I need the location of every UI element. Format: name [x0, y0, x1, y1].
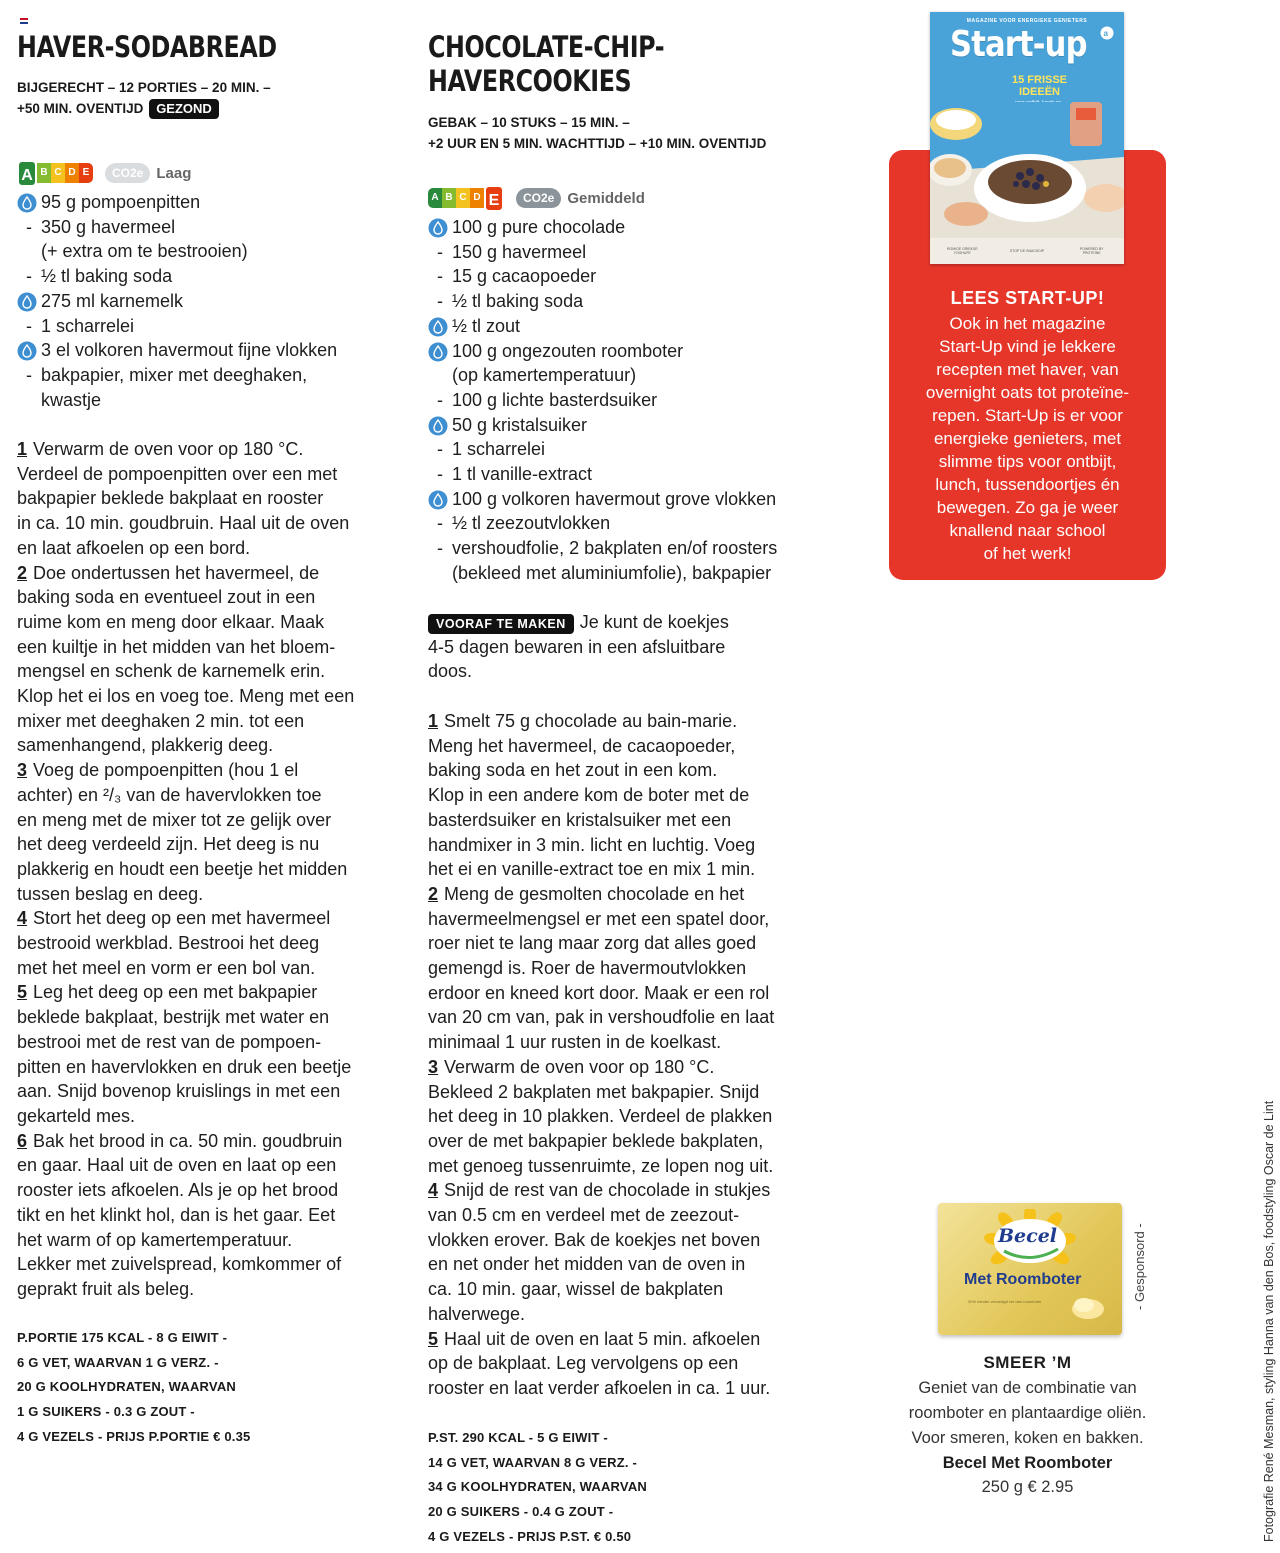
- water-drop-icon: [428, 490, 448, 510]
- recipe-title: HAVER-SODABREAD: [17, 30, 277, 64]
- nutrition-info: [428, 1426, 647, 1550]
- promo-title: LEES START-UP!: [950, 288, 1105, 308]
- step-line: het ei en vanille-extract toe en mix 1 min.: [428, 859, 756, 880]
- ingredient-item: - 1 scharrelei: [17, 314, 402, 339]
- becel-name: Becel Met Roomboter: [942, 1454, 1113, 1472]
- becel-product-image: Becel Met Roomboter 30% minder verzadigd vet dan roomboter: [938, 1203, 1122, 1335]
- step-line: erdoor en kneed kort door. Maak er een rol: [428, 982, 770, 1003]
- butter-icon: [1068, 1291, 1108, 1321]
- water-drop-icon: [428, 342, 448, 362]
- becel-brand: Becel: [998, 1225, 1058, 1247]
- dash: -: [26, 266, 32, 287]
- step-line: Bekleed 2 bakplaten met bakpapier. Snijd: [428, 1081, 760, 1102]
- text-line: of het werk!: [983, 544, 1072, 563]
- step-line: gekarteld mes.: [17, 1105, 136, 1126]
- step-line: pitten en havervlokken en druk een beetje: [17, 1056, 352, 1077]
- step-line: mixer met deeghaken 2 min. tot een: [17, 710, 305, 731]
- step-line: gemengd is. Roer de havermoutvlokken: [428, 958, 747, 979]
- svg-text:a: a: [1103, 29, 1108, 38]
- dash: -: [437, 389, 443, 410]
- magazine-title: Start-up: [950, 24, 1087, 65]
- step-line: ruime kom en meng door elkaar. Maak: [17, 611, 325, 632]
- step-line: mengsel en schenk de karnemelk erin.: [17, 661, 326, 682]
- dash: -: [26, 216, 32, 237]
- step-line: minimaal 1 uur rusten in de koelkast.: [428, 1032, 722, 1053]
- step-line: 5 Haal uit de oven en laat 5 min. afkoelen: [428, 1328, 761, 1349]
- dash: -: [437, 266, 443, 287]
- co2-badge: CO2e: [105, 163, 150, 183]
- dash: -: [437, 464, 443, 485]
- step-number: 6: [17, 1130, 28, 1151]
- promo-text: [897, 312, 1158, 565]
- text-line: P.ST. 290 KCAL - 5 G EIWIT -: [428, 1430, 608, 1445]
- step-line: 4 Snijd de rest van de chocolade in stukjes: [428, 1180, 771, 1201]
- co2-level: Gemiddeld: [567, 189, 645, 207]
- step-line: tikt en het klinkt hol, dan is het gaar. Eet: [17, 1204, 336, 1225]
- text-line: 1 G SUIKERS - 0.3 G ZOUT -: [17, 1404, 195, 1420]
- ingredient-item: kwastje: [41, 389, 102, 410]
- score-labels: [428, 183, 645, 213]
- steps-list: [17, 437, 402, 1302]
- ingredient-item: - 150 g havermeel: [428, 240, 818, 265]
- text-line: lunch, tussendoortjes én: [935, 475, 1120, 494]
- step-line: een kuiltje in het midden van het bloem-: [17, 636, 336, 657]
- water-drop-icon: [428, 317, 448, 337]
- text-line: energieke genieters, met: [933, 429, 1122, 448]
- step-number: 5: [428, 1328, 439, 1349]
- recipe-meta: BIJGERECHT – 12 PORTIES – 20 MIN. – +50 MIN. OVENTIJD GEZOND: [17, 77, 271, 119]
- step-line: bestrooi met de rest van de pompoen-: [17, 1031, 322, 1052]
- water-drop-icon: [17, 193, 37, 213]
- step-number: 3: [428, 1056, 439, 1077]
- step-number: 2: [17, 562, 28, 583]
- step-line: met genoeg tussenruimte, ze lopen nog uit.: [428, 1155, 774, 1176]
- text-line: 4 G VEZELS - PRIJS P.PORTIE € 0.35: [17, 1428, 251, 1444]
- ingredient-item: 100 g pure chocolade: [428, 215, 818, 240]
- photo-credit: Fotografie René Mesman, styling Hanna van den Bos, foodstyling Oscar de Lint: [1262, 1100, 1276, 1542]
- ingredient-item: - 15 g cacaopoeder: [428, 264, 818, 289]
- step-line: 1 Verwarm de oven voor op 180 °C.: [17, 439, 304, 459]
- water-drop-icon: [17, 341, 37, 361]
- step-line: samenhangend, plakkerig deeg.: [17, 735, 274, 756]
- step-line: Verdeel de pompoenpitten over een met: [17, 463, 338, 484]
- step-line: met het meel en vorm er een bol van.: [17, 957, 316, 978]
- step-number: 3: [17, 760, 28, 781]
- step-line: en net onder het midden van de oven in: [428, 1254, 746, 1275]
- text-line: 20 G SUIKERS - 0.4 G ZOUT -: [428, 1504, 614, 1520]
- ingredient-item: (bekleed met aluminiumfolie), bakpapier: [452, 562, 772, 583]
- text-line: Ook in het magazine: [949, 314, 1106, 333]
- ingredient-item: - ½ tl zeezoutvlokken: [428, 511, 818, 536]
- ingredient-item: (op kamertemperatuur): [452, 365, 637, 386]
- text-line: 14 G VET, WAARVAN 8 G VERZ. -: [428, 1454, 638, 1470]
- step-line: 6 Bak het brood in ca. 50 min. goudbruin: [17, 1130, 343, 1151]
- step-line: 3 Verwarm de oven voor op 180 °C.: [428, 1056, 715, 1077]
- vooraf-badge: VOORAF TE MAKEN: [428, 614, 574, 634]
- step-line: ca. 10 min. gaar, wissel de bakplaten: [428, 1279, 724, 1300]
- ingredient-item: 100 g volkoren havermout grove vlokken: [428, 487, 818, 512]
- nutrition-info: [17, 1326, 250, 1450]
- text-line: bewegen. Zo ga je weer: [936, 498, 1119, 517]
- text-line: slimme tips voor ontbijt,: [938, 452, 1117, 471]
- ingredient-item: - ½ tl baking soda: [17, 264, 402, 289]
- step-line: 3 Voeg de pompoenpitten (hou 1 el: [17, 760, 299, 781]
- prep-note: VOORAF TE MAKEN Je kunt de koekjes 4-5 dagen bewaren in een afsluitbare doos.: [428, 612, 729, 682]
- step-line: en meng met de mixer tot ze gelijk over: [17, 809, 332, 830]
- text-line: 34 G KOOLHYDRATEN, WAARVAN: [428, 1479, 647, 1495]
- ingredient-item: 275 ml karnemelk: [17, 289, 402, 314]
- food-photo-icon: [930, 102, 1124, 242]
- dash: -: [26, 364, 32, 385]
- step-line: in ca. 10 min. goudbruin. Haal uit de oven: [17, 513, 350, 534]
- dash: -: [437, 291, 443, 312]
- step-number: 5: [17, 982, 28, 1003]
- step-line: Klop het ei los en voeg toe. Meng met een: [17, 686, 355, 707]
- flag-icon: [20, 18, 28, 24]
- step-number: 4: [17, 908, 28, 929]
- dash: -: [437, 241, 443, 262]
- step-line: achter) en ²/₃ van de havervlokken toe: [17, 784, 322, 805]
- step-line: bakpapier beklede bakplaat en rooster: [17, 488, 324, 509]
- step-line: 2 Meng de gesmolten chocolade en het: [428, 883, 745, 904]
- step-line: het warm of op kamertemperatuur.: [17, 1229, 293, 1250]
- ingredient-item: 95 g pompoenpitten: [17, 190, 402, 215]
- ingredient-item: - 350 g havermeel: [17, 215, 402, 240]
- text-line: 20 G KOOLHYDRATEN, WAARVAN: [17, 1379, 236, 1395]
- step-number: 2: [428, 883, 439, 904]
- text-line: 6 G VET, WAARVAN 1 G VERZ. -: [17, 1354, 219, 1370]
- step-line: het deeg in 10 plakken. Verdeel de plakken: [428, 1106, 773, 1127]
- recipe-meta: GEBAK – 10 STUKS – 15 MIN. – +2 UUR EN 5 MIN. WACHTTIJD – +10 MIN. OVENTIJD: [428, 115, 767, 151]
- text-line: P.PORTIE 175 KCAL - 8 G EIWIT -: [17, 1330, 228, 1345]
- water-drop-icon: [17, 292, 37, 312]
- text-line: 4 G VEZELS - PRIJS P.ST. € 0.50: [428, 1528, 632, 1544]
- step-line: het deeg verdeeld zijn. Het deeg is nu: [17, 834, 320, 855]
- nutriscore-badge: A B C D E: [17, 162, 93, 184]
- nutriscore-badge: A B C D E: [428, 187, 504, 209]
- step-line: en laat afkoelen op een bord.: [17, 537, 251, 558]
- step-line: halverwege.: [428, 1303, 526, 1324]
- step-line: Lekker met zuivelspread, komkommer of: [17, 1254, 342, 1275]
- step-line: vlokken erover. Bak de koekjes net boven: [428, 1229, 761, 1250]
- step-line: van 20 cm van, pak in vershoudfolie en laat: [428, 1007, 775, 1028]
- ingredient-item: - bakpapier, mixer met deeghaken,: [17, 363, 402, 388]
- step-line: Klop in een andere kom de boter met de: [428, 785, 750, 806]
- recipe-title: CHOCOLATE-CHIP-: [428, 30, 665, 64]
- step-line: havermeelmengsel er met een spatel door,: [428, 908, 770, 929]
- step-line: geprakt fruit als beleg.: [17, 1278, 195, 1299]
- becel-price: 250 g € 2.95: [981, 1478, 1074, 1496]
- step-number: 4: [428, 1180, 439, 1201]
- sponsored-label: - Gesponsord -: [1132, 1223, 1147, 1310]
- ingredient-item: - 1 tl vanille-extract: [428, 462, 818, 487]
- step-line: op de bakplaat. Leg vervolgens op een: [428, 1353, 739, 1374]
- step-line: basterdsuiker en kristalsuiker met een: [428, 809, 732, 830]
- step-line: aan. Snijd bovenop kruislings in met een: [17, 1081, 341, 1102]
- step-line: rooster en laat verder afkoelen in ca. 1 uur.: [428, 1377, 771, 1398]
- score-labels: [17, 158, 191, 188]
- step-line: baking soda en het zout in een kom.: [428, 760, 718, 781]
- step-line: baking soda en eventueel zout in een: [17, 587, 316, 608]
- step-line: over de met bakpapier beklede bakplaten,: [428, 1130, 764, 1151]
- step-number: 1: [428, 711, 439, 731]
- recipe-title-line2: HAVERCOOKIES: [428, 64, 632, 98]
- text-line: knallend naar school: [949, 521, 1106, 540]
- step-line: bestrooid werkblad. Bestrooi het deeg: [17, 933, 320, 954]
- dash: -: [437, 538, 443, 559]
- dash: -: [437, 513, 443, 534]
- step-line: van 0.5 cm en verdeel met de zeezout-: [428, 1205, 740, 1226]
- step-number: 1: [17, 439, 28, 459]
- text-line: Start-Up vind je lekkere: [939, 337, 1116, 356]
- step-line: 4 Stort het deeg op een met havermeel: [17, 908, 331, 929]
- ingredient-item: 100 g ongezouten roomboter: [428, 339, 818, 364]
- ah-logo-icon: [1100, 26, 1114, 40]
- step-line: roer niet te lang maar zorg dat alles goed: [428, 933, 757, 954]
- dash: -: [437, 439, 443, 460]
- dash: -: [26, 315, 32, 336]
- step-line: 1 Smelt 75 g chocolade au bain-marie.: [428, 711, 738, 731]
- step-line: handmixer in 3 min. licht en luchtig. Voeg: [428, 834, 756, 855]
- magazine-cover: MAGAZINE VOOR ENERGIEKE GENIETERS Start-up a 15 FRISSE IDEEËN ROMIGE GRIEKSE YOGHURT STOP DE SNACKDIP POWERED BY PROTEÏNE: [930, 12, 1124, 264]
- text-line: overnight oats tot proteïne-: [925, 383, 1130, 402]
- step-line: 2 Doe ondertussen het havermeel, de: [17, 562, 320, 583]
- ingredient-item: - ½ tl baking soda: [428, 289, 818, 314]
- ingredient-item: - 100 g lichte basterdsuiker: [428, 388, 818, 413]
- steps-list: [428, 709, 818, 1401]
- step-line: plakkerig en houdt een beetje het midden: [17, 858, 348, 879]
- ingredient-item: - vershoudfolie, 2 bakplaten en/of roosters: [428, 536, 818, 561]
- water-drop-icon: [428, 218, 448, 238]
- text-line: recepten met haver, van: [936, 360, 1119, 379]
- ingredient-item: (+ extra om te bestrooien): [41, 241, 248, 262]
- gezond-badge: GEZOND: [149, 99, 219, 119]
- becel-title: SMEER ’M: [983, 1353, 1072, 1372]
- step-line: Meng het havermeel, de cacaopoeder,: [428, 735, 736, 756]
- ingredient-item: - 1 scharrelei: [428, 437, 818, 462]
- ingredient-list: [428, 215, 818, 586]
- becel-ad-text: SMEER ’M Geniet van de combinatie van roomboter en plantaardige oliën. Voor smeren, koken en bakken. Becel Met Roomboter 250 g € 2.95: [889, 1350, 1166, 1499]
- ingredient-item: 50 g kristalsuiker: [428, 413, 818, 438]
- water-drop-icon: [428, 416, 448, 436]
- ingredient-item: 3 el volkoren havermout fijne vlokken: [17, 338, 402, 363]
- step-line: en gaar. Haal uit de oven en laat op een: [17, 1155, 337, 1176]
- text-line: repen. Start-Up is er voor: [932, 406, 1123, 425]
- step-line: rooster iets afkoelen. Als je op het brood: [17, 1180, 339, 1201]
- co2-level: Laag: [156, 164, 192, 182]
- step-line: beklede bakplaat, bestrijk met water en: [17, 1007, 330, 1028]
- step-line: tussen beslag en deeg.: [17, 883, 204, 904]
- ingredient-item: ½ tl zout: [428, 314, 818, 339]
- ingredient-list: [17, 190, 402, 412]
- step-line: 5 Leg het deeg op een met bakpapier: [17, 982, 318, 1003]
- becel-sub: Met Roomboter: [964, 1271, 1082, 1288]
- co2-badge: CO2e: [516, 188, 561, 208]
